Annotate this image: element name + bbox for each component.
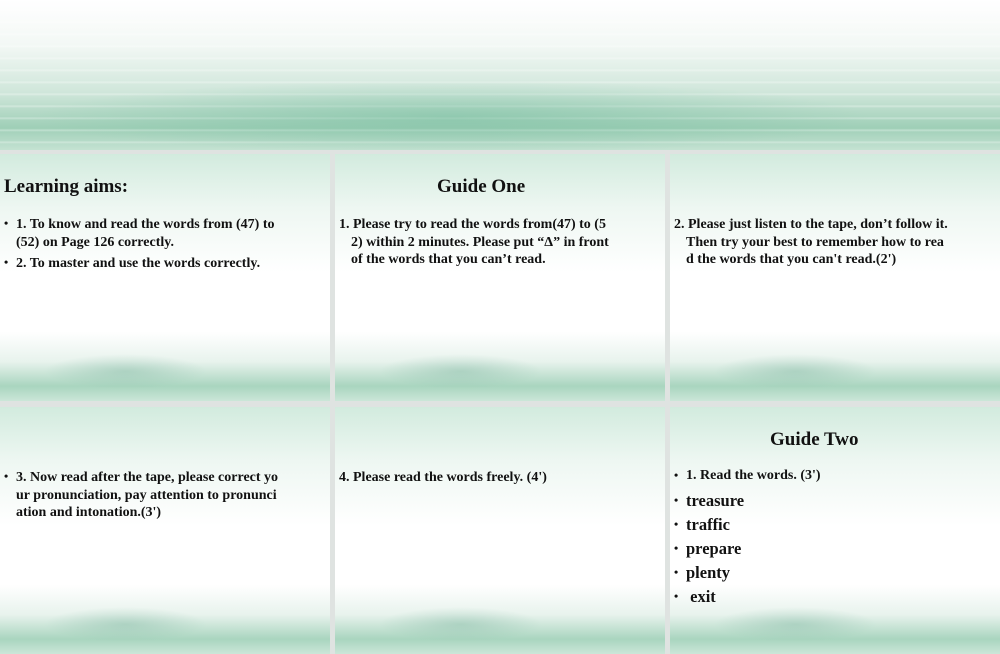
word-item: • plenty [674, 561, 994, 585]
instruction-text: 1. Please try to read the words from(47) to (5 2) within 2 minutes. Please put “Δ” in front of the words that you can’t read. [339, 217, 609, 267]
aims-list [4, 216, 324, 277]
word-list [674, 466, 994, 609]
list-item: • 1. To know and read the words from (47) to (52) on Page 126 correctly. [4, 216, 324, 251]
word-item: • prepare [674, 537, 994, 561]
list-item: • 2. To master and use the words correctly. [4, 255, 324, 273]
word-item: • treasure [674, 489, 994, 513]
word-item: • exit [674, 585, 994, 609]
slide-thumbnail-guide-one[interactable] [335, 154, 665, 401]
instruction-list [4, 469, 324, 526]
slide-title: Learning aims: [4, 176, 129, 197]
slide-thumbnail-guide-two[interactable] [670, 407, 1000, 654]
slide-thumbnail-learning-aims[interactable] [0, 154, 330, 401]
word-item: • traffic [674, 513, 994, 537]
slide-thumbnail-listen[interactable] [670, 154, 1000, 401]
slide-thumbnail-read-after-tape[interactable] [0, 407, 330, 654]
slide-thumbnail-read-freely[interactable] [335, 407, 665, 654]
header-banner [0, 0, 1000, 150]
list-item-instruction: • 1. Read the words. (3') [674, 466, 994, 489]
instruction-text: 4. Please read the words freely. (4') [339, 470, 547, 485]
list-item: • 3. Now read after the tape, please correct yo ur pronunciation, pay attention to pronunci ation and intonation.(3') [4, 469, 324, 522]
slide-title: Guide One [437, 176, 526, 197]
instruction-text: 2. Please just listen to the tape, don’t follow it. Then try your best to remember how to rea d the words that you can't read.(2') [674, 217, 948, 267]
slide-title: Guide Two [770, 429, 859, 450]
